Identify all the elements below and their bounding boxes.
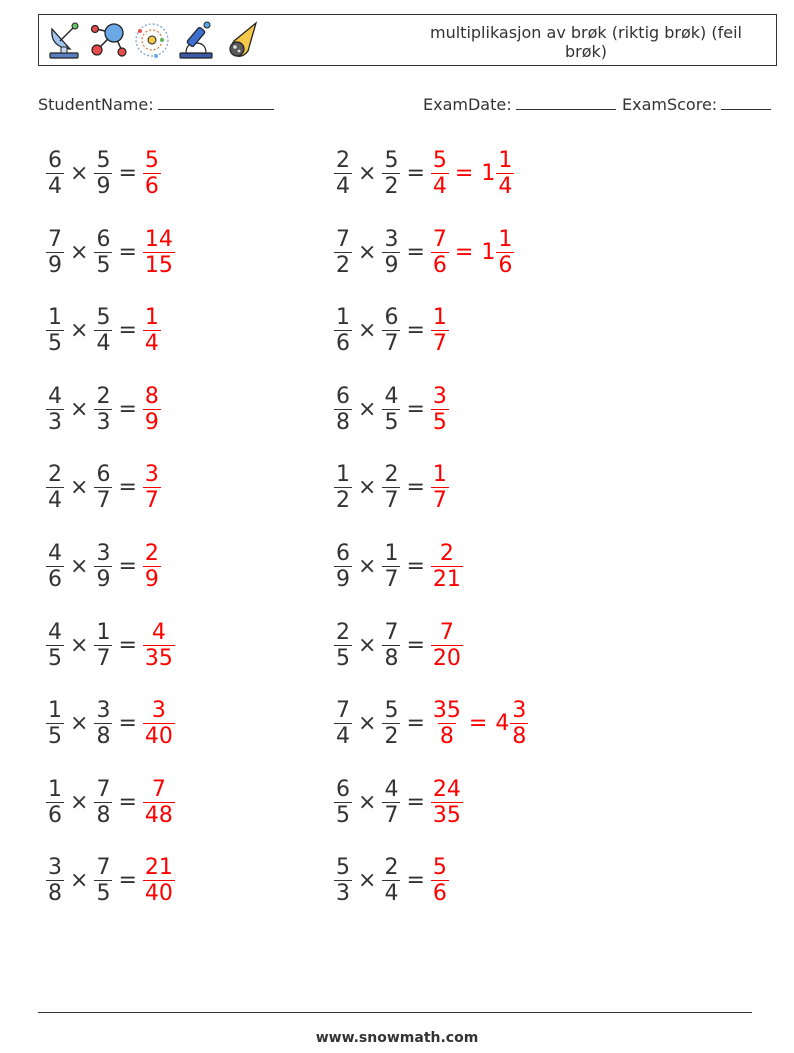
denominator: 4: [336, 723, 350, 749]
numerator: 1: [48, 304, 62, 330]
numerator: 7: [439, 619, 454, 645]
times-sign: ×: [358, 867, 377, 893]
numerator: 3: [96, 697, 111, 723]
answer-fraction: [431, 698, 463, 749]
equals-sign: =: [406, 474, 425, 500]
denominator: 7: [384, 330, 399, 356]
equals-sign: =: [118, 867, 137, 893]
equals-sign: =: [406, 867, 425, 893]
answer: [431, 777, 463, 828]
answer: [143, 620, 175, 671]
numerator: 6: [48, 147, 62, 173]
answer-fraction: [431, 777, 463, 828]
denominator: 9: [336, 566, 350, 592]
comet-icon: [220, 19, 260, 61]
factor-b: [94, 698, 112, 749]
satellite-dish-icon: [44, 19, 84, 61]
factor-b: [94, 227, 112, 278]
answer: [143, 855, 175, 906]
answer: [143, 541, 161, 592]
numerator: 4: [48, 383, 62, 409]
denominator: 21: [432, 566, 461, 592]
factor-a: [46, 698, 64, 749]
problem-item: [46, 142, 161, 204]
exam-date-label: ExamDate:: [423, 95, 512, 114]
denominator: 9: [96, 173, 111, 199]
factor-b: [94, 620, 112, 671]
denominator: 9: [96, 566, 111, 592]
denominator: 9: [384, 252, 399, 278]
problem-item: [46, 692, 175, 754]
equals-sign: =: [118, 789, 137, 815]
mixed-whole: 1: [481, 160, 496, 186]
denominator: 9: [48, 252, 62, 278]
factor-a: [334, 148, 352, 199]
denominator: 4: [144, 330, 159, 356]
telescope-icon: [176, 19, 216, 61]
times-sign: ×: [70, 789, 89, 815]
mixed-fraction: [496, 227, 514, 278]
numerator: 6: [336, 383, 350, 409]
factor-b: [94, 384, 112, 435]
answer: [431, 305, 449, 356]
equals-sign: =: [118, 239, 137, 265]
factor-b: [382, 620, 400, 671]
equals-sign: =: [406, 553, 425, 579]
answer: [431, 855, 449, 906]
problem-item: [334, 614, 463, 676]
numerator: 4: [151, 619, 166, 645]
factor-a: [46, 620, 64, 671]
numerator: 3: [151, 697, 166, 723]
times-sign: ×: [358, 553, 377, 579]
numerator: 1: [498, 147, 513, 173]
times-sign: ×: [70, 867, 89, 893]
equals-sign: =: [406, 710, 425, 736]
numerator: 7: [336, 697, 350, 723]
answer-fraction: [143, 148, 161, 199]
numerator: 8: [144, 383, 159, 409]
answer: [431, 541, 463, 592]
equals-sign: =: [118, 553, 137, 579]
numerator: 4: [384, 776, 399, 802]
answer: [431, 384, 449, 435]
mixed-fraction: [510, 698, 528, 749]
equals-sign: =: [406, 239, 425, 265]
worksheet-title: multiplikasjon av brøk (riktig brøk) (feil brøk): [430, 23, 742, 61]
numerator: 7: [96, 854, 111, 880]
times-sign: ×: [70, 474, 89, 500]
problem-item: [46, 299, 161, 361]
numerator: 1: [96, 619, 111, 645]
times-sign: ×: [358, 317, 377, 343]
numerator: 7: [336, 226, 350, 252]
times-sign: ×: [70, 632, 89, 658]
denominator: 4: [96, 330, 111, 356]
denominator: 8: [48, 880, 62, 906]
numerator: 5: [336, 854, 350, 880]
numerator: 7: [432, 226, 447, 252]
exam-score-blank[interactable]: [721, 93, 771, 110]
factor-b: [382, 462, 400, 513]
equals-sign: =: [406, 632, 425, 658]
atom-icon: [132, 19, 172, 61]
answer: [143, 305, 161, 356]
denominator: 5: [96, 880, 111, 906]
problem-item: [334, 692, 528, 754]
denominator: 4: [498, 173, 513, 199]
denominator: 6: [144, 173, 159, 199]
molecule-icon: [88, 19, 128, 61]
factor-b: [94, 777, 112, 828]
numerator: 5: [432, 854, 447, 880]
factor-b: [94, 148, 112, 199]
factor-a: [46, 855, 64, 906]
denominator: 6: [432, 252, 447, 278]
answer: [431, 227, 514, 278]
numerator: 6: [336, 540, 350, 566]
numerator: 4: [48, 540, 62, 566]
answer-fraction: [143, 777, 175, 828]
numerator: 1: [498, 226, 513, 252]
exam-score-label: ExamScore:: [622, 95, 718, 114]
problem-item: [334, 771, 463, 833]
numerator: 2: [144, 540, 159, 566]
numerator: 6: [96, 226, 111, 252]
equals-sign: =: [406, 317, 425, 343]
answer-fraction: [143, 227, 175, 278]
equals-sign: =: [118, 396, 137, 422]
numerator: 5: [96, 147, 111, 173]
denominator: 7: [384, 802, 399, 828]
numerator: 5: [432, 147, 447, 173]
answer-fraction: [143, 855, 175, 906]
times-sign: ×: [358, 474, 377, 500]
answer-fraction: [431, 148, 449, 199]
numerator: 5: [144, 147, 159, 173]
equals-sign: =: [454, 239, 474, 265]
denominator: 5: [48, 330, 62, 356]
numerator: 3: [48, 854, 62, 880]
student-name-blank[interactable]: [158, 93, 274, 110]
answer-fraction: [431, 620, 463, 671]
factor-a: [334, 698, 352, 749]
denominator: 7: [384, 487, 399, 513]
factor-a: [46, 462, 64, 513]
equals-sign: =: [118, 317, 137, 343]
answer: [431, 462, 449, 513]
numerator: 1: [336, 304, 350, 330]
denominator: 9: [144, 409, 159, 435]
factor-a: [46, 541, 64, 592]
numerator: 24: [432, 776, 461, 802]
denominator: 20: [432, 645, 461, 671]
answer: [431, 620, 463, 671]
answer-fraction: [431, 855, 449, 906]
factor-a: [334, 384, 352, 435]
denominator: 8: [336, 409, 350, 435]
numerator: 5: [384, 697, 399, 723]
problem-item: [334, 142, 514, 204]
factor-b: [94, 541, 112, 592]
denominator: 35: [144, 645, 173, 671]
numerator: 1: [384, 540, 399, 566]
denominator: 3: [336, 880, 350, 906]
denominator: 8: [384, 645, 399, 671]
problem-item: [334, 378, 449, 440]
denominator: 8: [512, 723, 527, 749]
numerator: 3: [512, 697, 527, 723]
numerator: 3: [384, 226, 399, 252]
numerator: 6: [384, 304, 399, 330]
equals-sign: =: [118, 474, 137, 500]
denominator: 35: [432, 802, 461, 828]
factor-a: [334, 620, 352, 671]
mixed-whole: 4: [495, 710, 510, 736]
problem-item: [334, 456, 449, 518]
denominator: 9: [144, 566, 159, 592]
factor-b: [94, 462, 112, 513]
numerator: 1: [144, 304, 159, 330]
factor-b: [382, 855, 400, 906]
denominator: 7: [384, 566, 399, 592]
denominator: 4: [432, 173, 447, 199]
denominator: 5: [336, 802, 350, 828]
numerator: 2: [384, 854, 399, 880]
problem-item: [46, 849, 175, 911]
denominator: 6: [498, 252, 513, 278]
answer-fraction: [431, 305, 449, 356]
times-sign: ×: [70, 553, 89, 579]
numerator: 5: [384, 147, 399, 173]
factor-b: [94, 305, 112, 356]
factor-a: [334, 462, 352, 513]
factor-a: [46, 227, 64, 278]
factor-b: [382, 541, 400, 592]
times-sign: ×: [70, 160, 89, 186]
times-sign: ×: [358, 710, 377, 736]
factor-a: [46, 148, 64, 199]
denominator: 4: [48, 173, 62, 199]
denominator: 6: [48, 802, 62, 828]
times-sign: ×: [70, 317, 89, 343]
denominator: 48: [144, 802, 173, 828]
factor-b: [382, 777, 400, 828]
numerator: 4: [48, 619, 62, 645]
numerator: 2: [336, 619, 350, 645]
answer-fraction: [143, 462, 161, 513]
problem-item: [46, 378, 161, 440]
answer: [143, 777, 175, 828]
denominator: 5: [48, 723, 62, 749]
numerator: 2: [439, 540, 454, 566]
times-sign: ×: [358, 396, 377, 422]
times-sign: ×: [70, 239, 89, 265]
answer: [143, 227, 175, 278]
problem-item: [46, 614, 175, 676]
denominator: 6: [48, 566, 62, 592]
times-sign: ×: [70, 710, 89, 736]
exam-date-field: [423, 93, 616, 115]
answer-fraction: [431, 384, 449, 435]
student-name-field: [38, 93, 274, 115]
header-icons: [44, 19, 260, 63]
numerator: 6: [96, 461, 111, 487]
answer-fraction: [143, 541, 161, 592]
denominator: 5: [432, 409, 447, 435]
times-sign: ×: [358, 632, 377, 658]
numerator: 4: [384, 383, 399, 409]
denominator: 7: [432, 487, 447, 513]
answer-fraction: [143, 698, 175, 749]
numerator: 1: [432, 461, 447, 487]
factor-a: [46, 384, 64, 435]
footer-divider: [38, 1012, 752, 1013]
denominator: 8: [439, 723, 454, 749]
factor-a: [46, 777, 64, 828]
exam-date-blank[interactable]: [516, 93, 616, 110]
equals-sign: =: [118, 160, 137, 186]
numerator: 2: [384, 461, 399, 487]
denominator: 6: [432, 880, 447, 906]
factor-b: [382, 148, 400, 199]
answer: [143, 462, 161, 513]
answer: [431, 148, 514, 199]
factor-b: [382, 698, 400, 749]
numerator: 1: [432, 304, 447, 330]
problem-item: [334, 849, 449, 911]
numerator: 3: [96, 540, 111, 566]
numerator: 3: [144, 461, 159, 487]
denominator: 8: [96, 723, 111, 749]
equals-sign: =: [454, 160, 474, 186]
equals-sign: =: [468, 710, 488, 736]
equals-sign: =: [406, 160, 425, 186]
denominator: 7: [432, 330, 447, 356]
factor-a: [334, 855, 352, 906]
denominator: 4: [336, 173, 350, 199]
numerator: 2: [48, 461, 62, 487]
denominator: 4: [384, 880, 399, 906]
factor-a: [334, 305, 352, 356]
factor-a: [334, 777, 352, 828]
answer-fraction: [143, 384, 161, 435]
factor-b: [382, 384, 400, 435]
problem-item: [334, 221, 514, 283]
problem-item: [334, 299, 449, 361]
denominator: 6: [336, 330, 350, 356]
numerator: 7: [96, 776, 111, 802]
answer-fraction: [431, 462, 449, 513]
answer: [143, 148, 161, 199]
problem-item: [46, 771, 175, 833]
denominator: 2: [336, 487, 350, 513]
denominator: 7: [96, 487, 111, 513]
equals-sign: =: [406, 789, 425, 815]
denominator: 40: [144, 880, 173, 906]
denominator: 5: [384, 409, 399, 435]
problem-item: [334, 535, 463, 597]
numerator: 5: [96, 304, 111, 330]
denominator: 40: [144, 723, 173, 749]
numerator: 2: [336, 147, 350, 173]
times-sign: ×: [70, 396, 89, 422]
student-name-label: StudentName:: [38, 95, 154, 114]
numerator: 1: [48, 697, 62, 723]
problem-item: [46, 221, 175, 283]
factor-a: [334, 541, 352, 592]
answer-fraction: [431, 227, 449, 278]
numerator: 1: [336, 461, 350, 487]
equals-sign: =: [406, 396, 425, 422]
numerator: 7: [48, 226, 62, 252]
denominator: 8: [96, 802, 111, 828]
answer-fraction: [143, 305, 161, 356]
denominator: 5: [336, 645, 350, 671]
numerator: 35: [432, 697, 461, 723]
equals-sign: =: [118, 710, 137, 736]
mixed-fraction: [496, 148, 514, 199]
denominator: 2: [336, 252, 350, 278]
worksheet-header: [38, 14, 777, 66]
denominator: 5: [96, 252, 111, 278]
numerator: 2: [96, 383, 111, 409]
denominator: 15: [144, 252, 173, 278]
factor-b: [382, 227, 400, 278]
times-sign: ×: [358, 789, 377, 815]
denominator: 5: [48, 645, 62, 671]
equals-sign: =: [118, 632, 137, 658]
factor-b: [382, 305, 400, 356]
numerator: 7: [151, 776, 166, 802]
factor-b: [94, 855, 112, 906]
denominator: 7: [96, 645, 111, 671]
mixed-whole: 1: [481, 239, 496, 265]
denominator: 2: [384, 173, 399, 199]
answer: [143, 384, 161, 435]
answer: [143, 698, 175, 749]
numerator: 6: [336, 776, 350, 802]
answer-fraction: [431, 541, 463, 592]
numerator: 21: [144, 854, 173, 880]
answer-fraction: [143, 620, 175, 671]
numerator: 14: [144, 226, 173, 252]
denominator: 4: [48, 487, 62, 513]
denominator: 3: [96, 409, 111, 435]
footer-url: www.snowmath.com: [315, 1030, 479, 1046]
factor-a: [334, 227, 352, 278]
numerator: 7: [384, 619, 399, 645]
exam-score-field: [622, 93, 771, 115]
problem-item: [46, 456, 161, 518]
numerator: 3: [432, 383, 447, 409]
answer: [431, 698, 528, 749]
numerator: 1: [48, 776, 62, 802]
denominator: 2: [384, 723, 399, 749]
times-sign: ×: [358, 239, 377, 265]
problem-item: [46, 535, 161, 597]
denominator: 7: [144, 487, 159, 513]
denominator: 3: [48, 409, 62, 435]
times-sign: ×: [358, 160, 377, 186]
factor-a: [46, 305, 64, 356]
